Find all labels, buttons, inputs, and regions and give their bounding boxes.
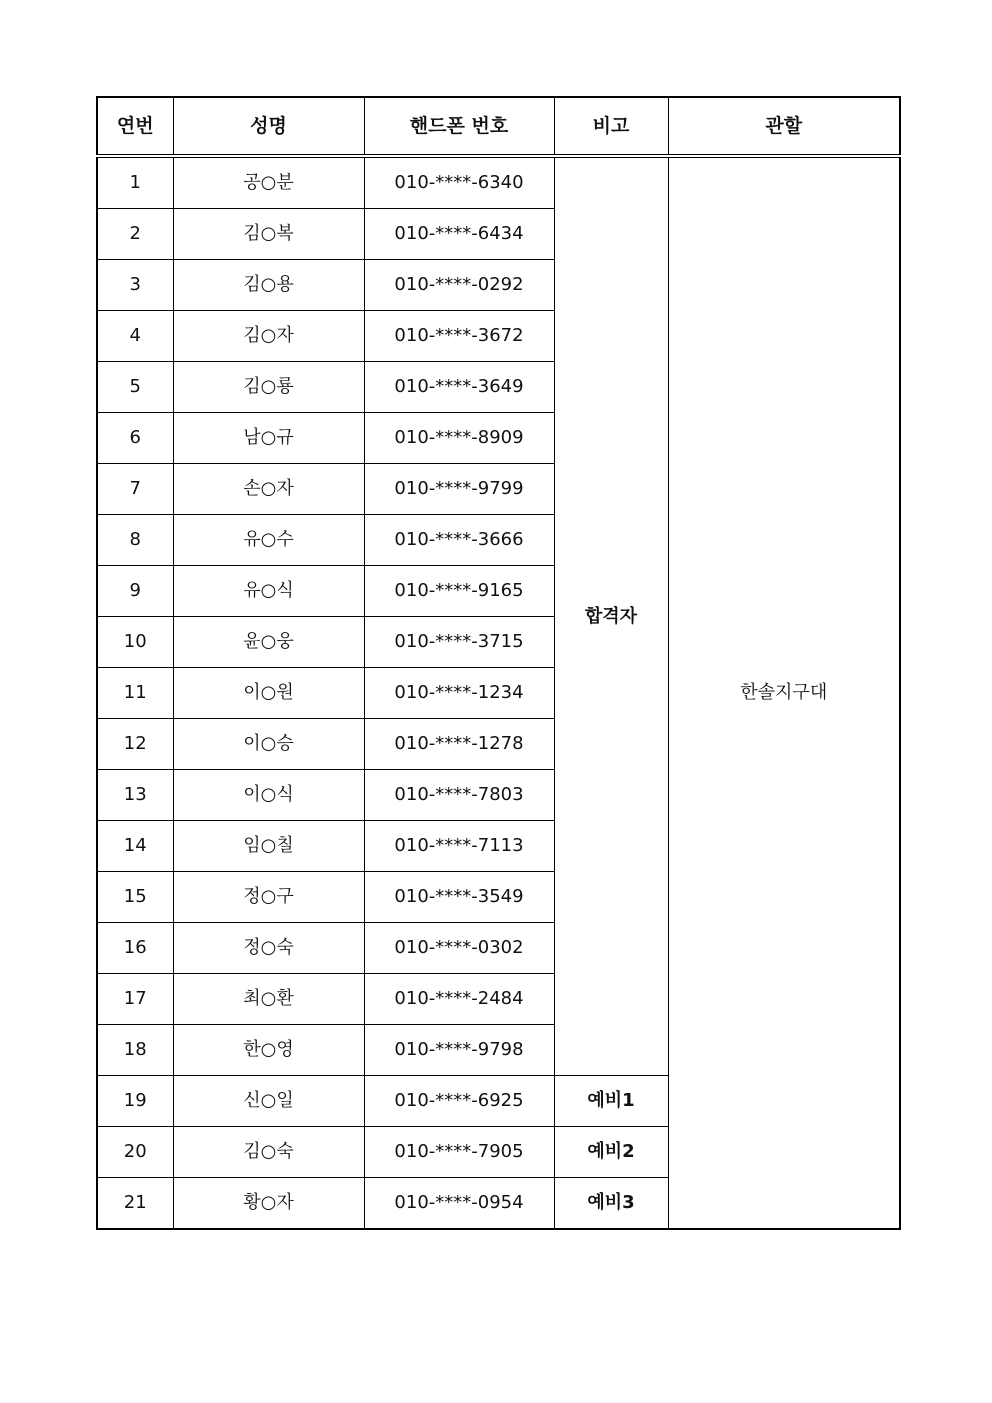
row-phone: 010-****-2484 <box>364 974 554 1025</box>
row-phone: 010-****-9165 <box>364 566 554 617</box>
row-name: 이○원 <box>173 668 364 719</box>
row-no: 17 <box>97 974 173 1025</box>
row-name: 김○용 <box>173 260 364 311</box>
row-no: 11 <box>97 668 173 719</box>
row-phone: 010-****-1234 <box>364 668 554 719</box>
row-name: 정○구 <box>173 872 364 923</box>
header-name: 성명 <box>173 97 364 156</box>
row-no: 1 <box>97 156 173 209</box>
row-name: 한○영 <box>173 1025 364 1076</box>
row-phone: 010-****-3666 <box>364 515 554 566</box>
row-name: 김○복 <box>173 209 364 260</box>
row-phone: 010-****-7803 <box>364 770 554 821</box>
row-name: 김○룡 <box>173 362 364 413</box>
row-no: 8 <box>97 515 173 566</box>
row-no: 12 <box>97 719 173 770</box>
row-phone: 010-****-6925 <box>364 1076 554 1127</box>
row-name: 정○숙 <box>173 923 364 974</box>
row-name: 남○규 <box>173 413 364 464</box>
header-phone: 핸드폰 번호 <box>364 97 554 156</box>
row-no: 10 <box>97 617 173 668</box>
note-reserve-3: 예비3 <box>554 1178 668 1230</box>
row-phone: 010-****-7113 <box>364 821 554 872</box>
row-phone: 010-****-6434 <box>364 209 554 260</box>
row-name: 신○일 <box>173 1076 364 1127</box>
row-no: 13 <box>97 770 173 821</box>
row-phone: 010-****-3649 <box>364 362 554 413</box>
row-phone: 010-****-1278 <box>364 719 554 770</box>
row-no: 20 <box>97 1127 173 1178</box>
row-name: 임○칠 <box>173 821 364 872</box>
note-reserve-2: 예비2 <box>554 1127 668 1178</box>
row-no: 18 <box>97 1025 173 1076</box>
note-reserve-1: 예비1 <box>554 1076 668 1127</box>
row-phone: 010-****-0302 <box>364 923 554 974</box>
row-no: 2 <box>97 209 173 260</box>
row-name: 손○자 <box>173 464 364 515</box>
row-no: 21 <box>97 1178 173 1230</box>
row-no: 15 <box>97 872 173 923</box>
row-phone: 010-****-8909 <box>364 413 554 464</box>
row-no: 3 <box>97 260 173 311</box>
row-no: 14 <box>97 821 173 872</box>
header-row <box>97 97 900 156</box>
row-name: 유○식 <box>173 566 364 617</box>
row-phone: 010-****-0954 <box>364 1178 554 1230</box>
row-name: 황○자 <box>173 1178 364 1230</box>
roster-sheet <box>96 96 899 1230</box>
row-name: 최○환 <box>173 974 364 1025</box>
row-name: 공○분 <box>173 156 364 209</box>
row-no: 5 <box>97 362 173 413</box>
row-no: 19 <box>97 1076 173 1127</box>
roster-table <box>96 96 901 1230</box>
row-phone: 010-****-0292 <box>364 260 554 311</box>
row-phone: 010-****-3549 <box>364 872 554 923</box>
row-no: 9 <box>97 566 173 617</box>
row-name: 윤○웅 <box>173 617 364 668</box>
row-phone: 010-****-6340 <box>364 156 554 209</box>
district-cell: 한솔지구대 <box>668 156 900 1229</box>
header-no: 연번 <box>97 97 173 156</box>
row-name: 김○숙 <box>173 1127 364 1178</box>
header-district: 관할 <box>668 97 900 156</box>
header-note: 비고 <box>554 97 668 156</box>
row-no: 4 <box>97 311 173 362</box>
row-no: 16 <box>97 923 173 974</box>
table-row <box>97 156 900 209</box>
row-name: 김○자 <box>173 311 364 362</box>
row-phone: 010-****-3715 <box>364 617 554 668</box>
row-no: 6 <box>97 413 173 464</box>
row-phone: 010-****-7905 <box>364 1127 554 1178</box>
row-phone: 010-****-9799 <box>364 464 554 515</box>
row-phone: 010-****-9798 <box>364 1025 554 1076</box>
row-name: 유○수 <box>173 515 364 566</box>
row-name: 이○승 <box>173 719 364 770</box>
row-name: 이○식 <box>173 770 364 821</box>
note-passed: 합격자 <box>554 156 668 1076</box>
row-no: 7 <box>97 464 173 515</box>
row-phone: 010-****-3672 <box>364 311 554 362</box>
